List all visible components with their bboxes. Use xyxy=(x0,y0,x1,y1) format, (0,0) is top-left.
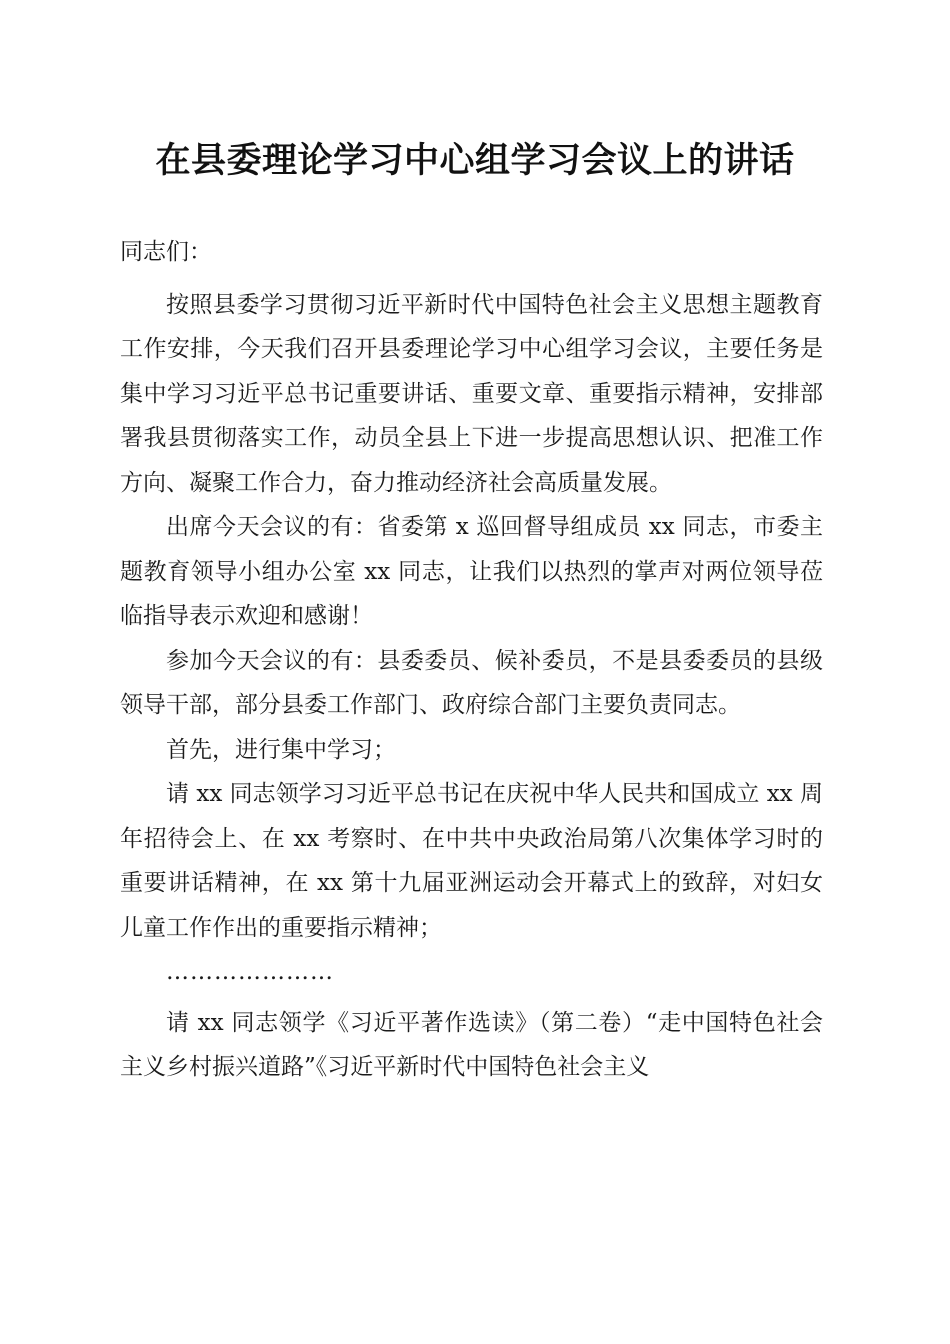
paragraph-study-item-1: 请 xx 同志领学习习近平总书记在庆祝中华人民共和国成立 xx 周年招待会上、在 xx 考察时、在中共中央政治局第八次集体学习时的重要讲话精神，在 xx 第十九届亚洲运动会开幕式上的致辞，对妇女儿童工作作出的重要指示精神； xyxy=(120,781,823,941)
paragraph-study-item-2: 请 xx 同志领学《习近平著作选读》（第二卷）“走中国特色社会主义乡村振兴道路”《习近平新时代中国特色社会主义 xyxy=(120,1009,823,1080)
document-title: 在县委理论学习中心组学习会议上的讲话 xyxy=(155,140,795,181)
ellipsis-separator: ………………… xyxy=(166,959,334,985)
paragraph-attendees-participants: 参加今天会议的有：县委委员、候补委员，不是县委委员的县级领导干部，部分县委工作部门、政府综合部门主要负责同志。 xyxy=(120,647,823,718)
paragraph-first-step: 首先，进行集中学习； xyxy=(166,736,396,763)
document-body xyxy=(120,230,823,1090)
paragraph-attendees-leaders: 出席今天会议的有：省委第 x 巡回督导组成员 xx 同志，市委主题教育领导小组办公室 xx 同志，让我们以热烈的掌声对两位领导莅临指导表示欢迎和感谢！ xyxy=(120,514,823,629)
salutation: 同志们： xyxy=(120,239,212,265)
paragraph-intro: 按照县委学习贯彻习近平新时代中国特色社会主义思想主题教育工作安排，今天我们召开县委理论学习中心组学习会议，主要任务是集中学习习近平总书记重要讲话、重要文章、重要指示精神，安排部署我县贯彻落实工作，动员全县上下进一步提高思想认识、把准工作方向、凝聚工作合力，奋力推动经济社会高质量发展。 xyxy=(120,291,823,496)
